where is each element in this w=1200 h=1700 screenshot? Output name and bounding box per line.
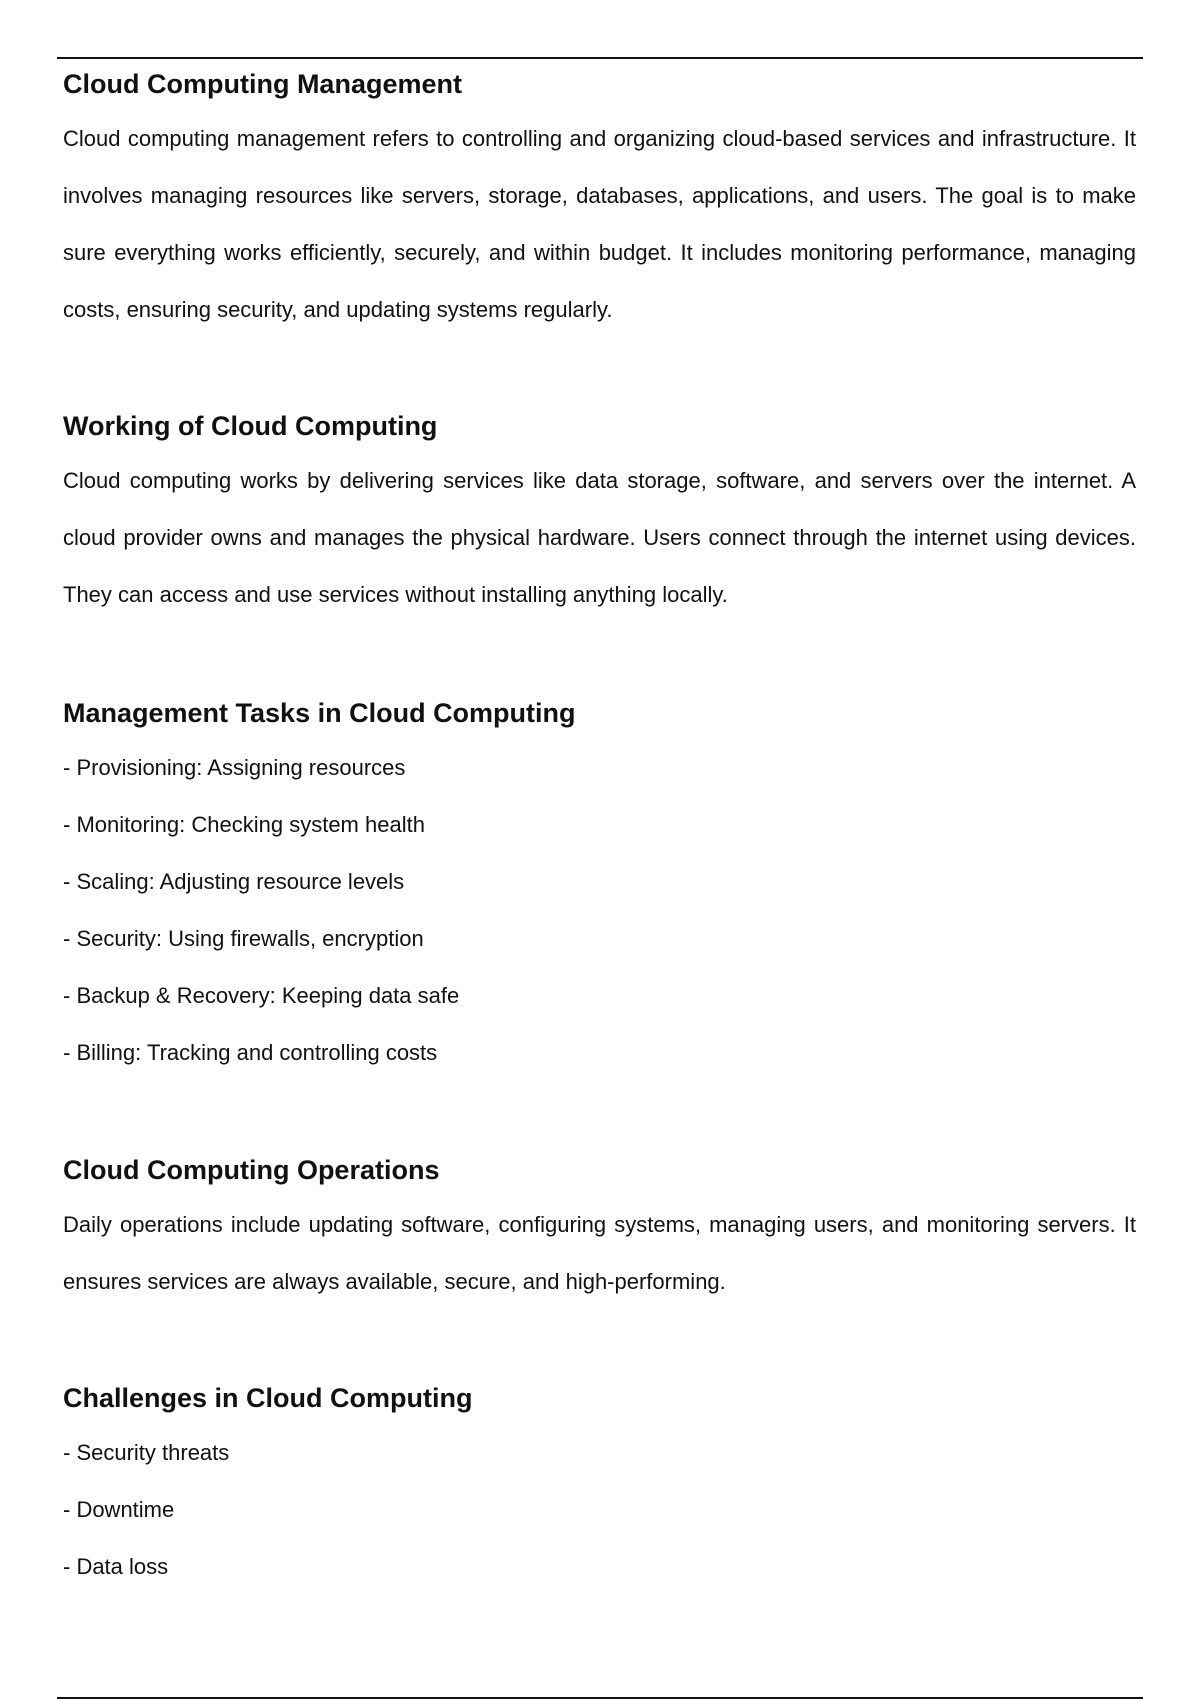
list-item: - Security: Using firewalls, encryption bbox=[63, 926, 424, 951]
list-item: - Security threats bbox=[63, 1440, 230, 1465]
list-item: - Monitoring: Checking system health bbox=[63, 812, 425, 837]
section-cloud-computing-management bbox=[63, 66, 1136, 338]
list-item: - Data loss bbox=[63, 1554, 169, 1579]
section-working-of-cloud-computing bbox=[63, 408, 1136, 623]
bottom-rule bbox=[57, 1697, 1143, 1699]
document-page bbox=[63, 66, 1136, 1595]
section-management-tasks bbox=[63, 695, 1136, 1081]
list-item: - Billing: Tracking and controlling costs bbox=[63, 1040, 438, 1065]
section-challenges bbox=[63, 1380, 1136, 1595]
section-heading: Cloud Computing Management bbox=[63, 69, 462, 99]
section-cloud-computing-operations bbox=[63, 1152, 1136, 1310]
task-list bbox=[63, 739, 1136, 1081]
list-item: - Provisioning: Assigning resources bbox=[63, 755, 406, 780]
section-paragraph: Cloud computing works by delivering services like data storage, software, and servers over the internet. A cloud provider owns and manages the physical hardware. Users connect through the internet using devices. They can access and use services without installing anything locally. bbox=[63, 468, 1136, 607]
list-item: - Scaling: Adjusting resource levels bbox=[63, 869, 405, 894]
section-heading: Cloud Computing Operations bbox=[63, 1155, 440, 1185]
section-paragraph: Cloud computing management refers to controlling and organizing cloud-based services and infrastructure. It involves managing resources like servers, storage, databases, applications, and users. The goal is to make sure everything works efficiently, securely, and within budget. It includes monitoring performance, managing costs, ensuring security, and updating systems regularly. bbox=[63, 126, 1136, 322]
top-rule bbox=[57, 57, 1143, 59]
list-item: - Backup & Recovery: Keeping data safe bbox=[63, 983, 460, 1008]
section-heading: Working of Cloud Computing bbox=[63, 411, 438, 441]
section-heading: Management Tasks in Cloud Computing bbox=[63, 698, 576, 728]
section-paragraph: Daily operations include updating software, configuring systems, managing users, and monitoring servers. It ensures services are always available, secure, and high-performing. bbox=[63, 1212, 1136, 1294]
challenge-list bbox=[63, 1424, 1136, 1595]
list-item: - Downtime bbox=[63, 1497, 175, 1522]
section-heading: Challenges in Cloud Computing bbox=[63, 1383, 473, 1413]
